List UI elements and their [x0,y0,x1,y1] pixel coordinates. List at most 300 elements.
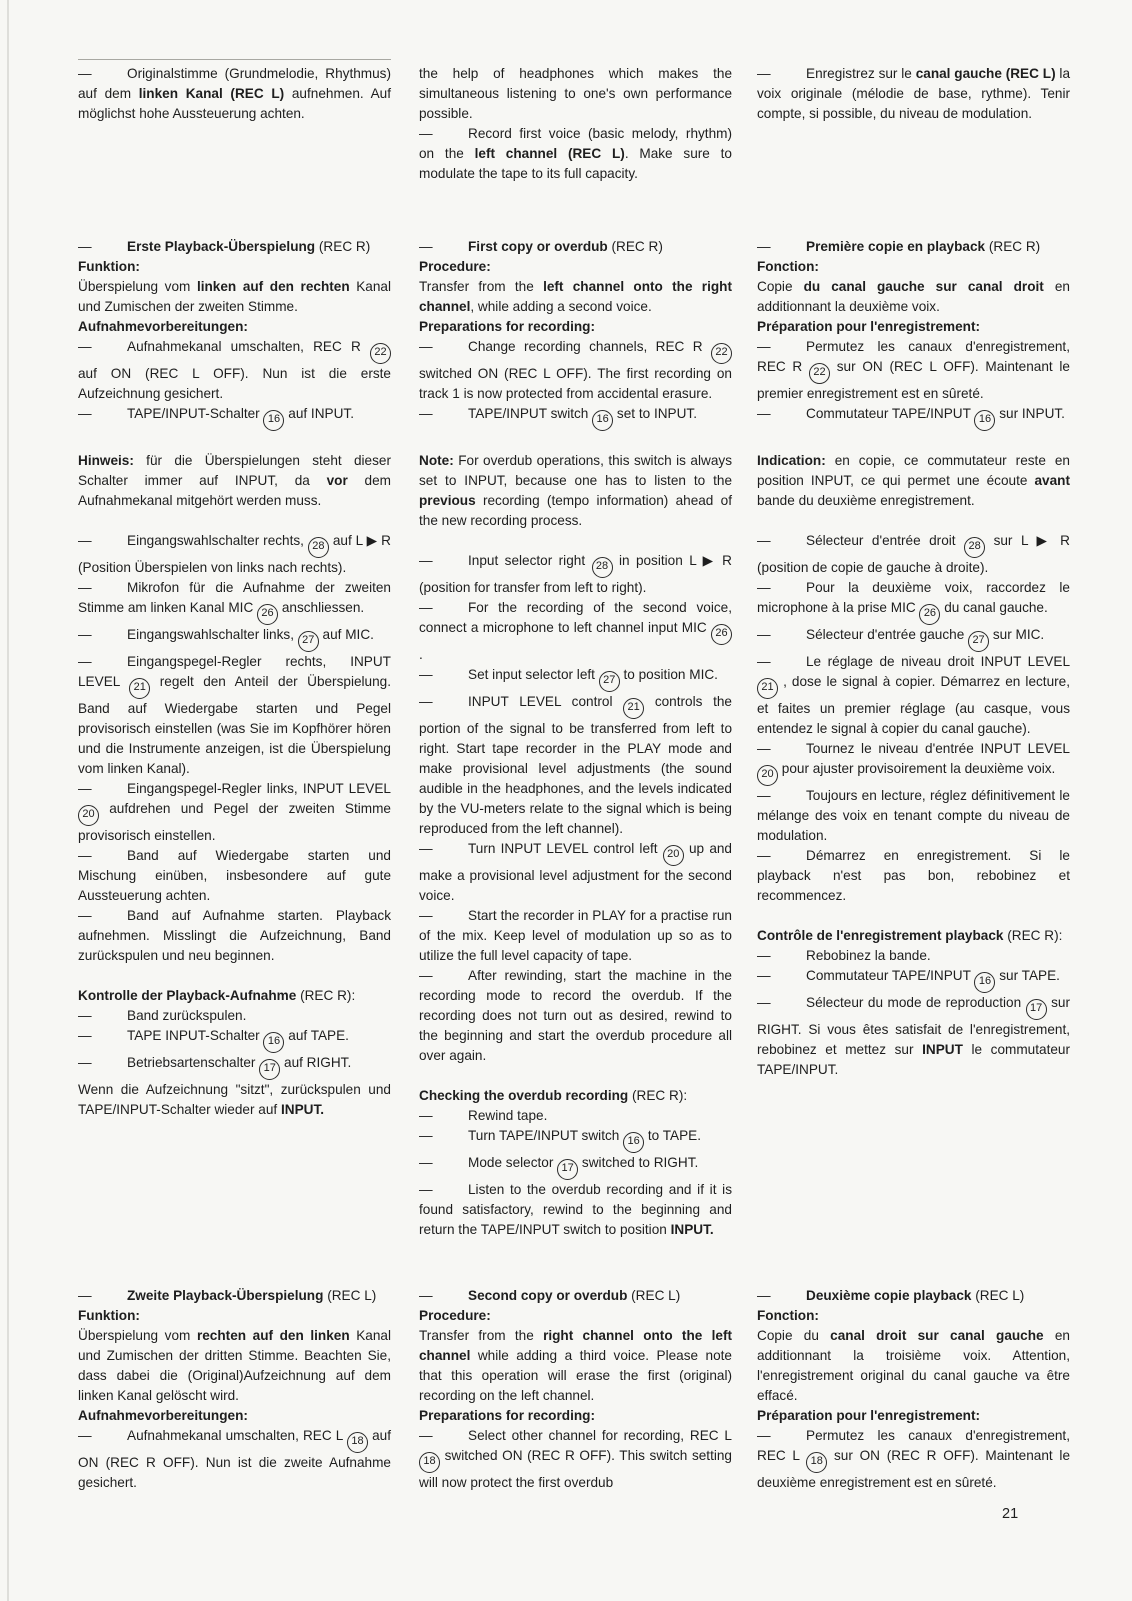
list-item [78,1286,391,1306]
column-french [757,0,1070,1601]
bold-text-run: Première copie en playback [806,239,986,254]
bold-text-run: Preparations for recording: [419,319,595,334]
dash-bullet: — [78,654,92,669]
scan-edge-shadow [7,0,9,1601]
bold-text-run: avant [1034,473,1070,488]
text-run: (REC L) [971,1288,1025,1303]
text-run: (REC R): [628,1088,688,1103]
circled-control-number: 17 [259,1059,280,1080]
text-run: (REC R) [985,239,1041,254]
list-item [419,692,732,839]
text-run: Aufnahmekanal umschalten, REC L [127,1428,347,1443]
dash-bullet: — [757,788,771,803]
dash-bullet: — [419,1108,433,1123]
circled-control-number: 27 [968,631,989,652]
paragraph [757,257,1070,277]
paragraph [78,1306,391,1326]
text-run: aufdrehen und Pegel der zweiten Stimme provisorisch einstellen. [78,801,391,843]
circled-control-number: 18 [419,1452,440,1473]
text-run: Betriebsartenschalter [127,1055,260,1070]
text-run: TAPE/INPUT switch [468,406,593,421]
dash-bullet: — [757,1288,771,1303]
list-item [757,1286,1070,1306]
text-run: auf L ▶ R (Position Überspielen von links nach rechts). [78,533,391,575]
text-run: Permutez les canaux d'enregistrement, REC L [757,1428,1070,1463]
text-run: bande du deuxième enregistrement. [757,493,975,508]
paragraph [419,1306,732,1326]
circled-control-number: 28 [592,557,613,578]
text-run: Pour la deuxième voix, raccordez le microphone à la prise MIC [757,580,1070,615]
paragraph [78,986,391,1006]
text-run: Sélecteur d'entrée gauche [806,627,969,642]
paragraph [78,1080,391,1120]
list-item [419,1153,732,1180]
bold-text-run: du canal gauche sur canal droit [803,279,1044,294]
list-item [757,1426,1070,1493]
text-run: For overdub operations, this switch is always set to INPUT, because one has to listen to the [419,453,732,488]
paragraph [419,1086,732,1106]
text-run: auf INPUT. [284,406,354,421]
dash-bullet: — [757,406,771,421]
dash-bullet: — [78,848,92,863]
bold-text-run: vor [326,473,348,488]
circled-control-number: 21 [129,678,150,699]
bold-text-run: left channel onto the right channel [419,279,732,314]
text-run: For the recording of the second voice, connect a microphone to left channel input MIC [419,600,732,635]
paragraph [419,277,732,317]
bold-text-run: Indication: [757,453,826,468]
list-item [78,404,391,431]
text-run: regelt den Anteil der Überspielung. Band auf Wiedergabe starten und Pegel provisorisch einstellen (was Sie im Kopfhörer hören und die Instrumente anzeigen, ist die Überspielung vom linken Kanal). [78,674,392,776]
text-run: Start the recorder in PLAY for a practise run of the mix. Keep level of modulation up so as to utilize the full level capacity of tape. [419,908,732,963]
text-run: en additionnant la troisième voix. Attention, l'enregistrement original du canal gauche va être effacé. [757,1328,1070,1403]
text-run: Toujours en lecture, réglez définitivement le mélange des voix en tenant compte du niveau de modulation. [757,788,1070,843]
section-intro-german [78,64,391,124]
bold-text-run: Funktion: [78,1308,140,1323]
text-run: TAPE INPUT-Schalter [127,1028,264,1043]
text-run: für die Überspielungen steht dieser Schalter immer auf INPUT, da [78,453,391,488]
list-item [78,237,391,257]
bold-text-run: linken Kanal (REC L) [138,86,285,101]
bold-text-run: Checking the overdub recording [419,1088,629,1103]
text-run: to TAPE. [644,1128,702,1143]
paragraph [757,1406,1070,1426]
text-run: (REC L) [323,1288,377,1303]
paragraph [757,451,1070,511]
paragraph [419,317,732,337]
circled-control-number: 17 [557,1159,578,1180]
list-item [78,578,391,625]
bold-text-run: INPUT. [280,1102,325,1117]
dash-bullet: — [419,1288,433,1303]
text-run: Change recording channels, REC R [468,339,711,354]
text-run: sur L ▶ R (position de copie de gauche à droite). [757,533,1070,575]
text-run: Eingangspegel-Regler rechts, INPUT LEVEL [78,654,391,689]
text-run: auf MIC. [318,627,374,642]
paragraph [757,1326,1070,1406]
text-run: dem Aufnahmekanal mitgehört werden muss. [78,473,391,508]
bold-text-run: left channel (REC L) [474,146,625,161]
text-run: pour ajuster provisoirement la deuxième voix. [778,761,1056,776]
list-item [78,625,391,652]
dash-bullet: — [757,848,771,863]
list-item [757,846,1070,906]
text-run: Permutez les canaux d'enregistrement, REC R [757,339,1070,374]
text-run: Commutateur TAPE/INPUT [806,406,975,421]
text-run: anschliessen. [278,600,365,615]
dash-bullet: — [419,1128,433,1143]
circled-control-number: 18 [347,1432,368,1453]
section-first-overdub-french [757,237,1070,1080]
list-item [78,1053,391,1080]
circled-control-number: 18 [806,1452,827,1473]
dash-bullet: — [419,667,433,682]
circled-control-number: 27 [298,631,319,652]
list-item [757,993,1070,1080]
list-item [419,665,732,692]
text-run: Démarrez en enregistrement. Si le playback n'est pas bon, rebobinez et recommencez. [757,848,1070,903]
list-item [757,64,1070,124]
text-run: (REC L) [627,1288,681,1303]
text-run: Überspielung vom [78,1328,197,1343]
text-run: Select other channel for recording, REC L [468,1428,732,1443]
text-run: en copie, ce commutateur reste en position INPUT, ce qui permet une écoute [757,453,1070,488]
circled-control-number: 26 [257,604,278,625]
dash-bullet: — [757,995,771,1010]
list-item [78,1426,391,1493]
list-item [757,966,1070,993]
paragraph [757,317,1070,337]
section-intro-english [419,64,732,184]
paragraph [78,1326,391,1406]
column-german [78,0,391,1601]
circled-control-number: 20 [757,765,778,786]
list-item [419,237,732,257]
bold-text-run: Fonction: [757,259,819,274]
text-run: . Make sure to modulate the tape to its full capacity. [419,146,732,181]
list-item [757,946,1070,966]
text-run: Band auf Aufnahme starten. Playback aufnehmen. Misslingt die Aufzeichnung, Band zurückspulen und neu beginnen. [78,908,391,963]
dash-bullet: — [419,339,433,354]
text-run: du canal gauche. [940,600,1048,615]
text-run: la voix originale (mélodie de base, rythme). Tenir compte, si possible, du niveau de modulation. [757,66,1070,121]
dash-bullet: — [78,1055,92,1070]
bold-text-run: Erste Playback-Überspielung [127,239,316,254]
text-run: Rewind tape. [468,1108,548,1123]
text-run: recording (tempo information) ahead of the new recording process. [419,493,732,528]
circled-control-number: 21 [623,698,644,719]
paragraph [419,1406,732,1426]
text-run: auf RIGHT. [280,1055,352,1070]
text-run: Tournez le niveau d'entrée INPUT LEVEL [806,741,1070,756]
bold-text-run: Aufnahmevorbereitungen: [78,1408,248,1423]
circled-control-number: 17 [1026,999,1047,1020]
circled-control-number: 22 [370,343,391,364]
paragraph [419,451,732,531]
list-item [78,1006,391,1026]
section-second-overdub-german [78,1286,391,1493]
text-run: Wenn die Aufzeichnung "sitzt", zurückspulen und TAPE/INPUT-Schalter wieder auf [78,1082,391,1117]
text-run: Originalstimme (Grundmelodie, Rhythmus) auf dem [78,66,391,101]
bold-text-run: Contrôle de l'enregistrement playback [757,928,1004,943]
dash-bullet: — [419,1428,433,1443]
text-run: Commutateur TAPE/INPUT [806,968,975,983]
dash-bullet: — [757,741,771,756]
bold-text-run: Funktion: [78,259,140,274]
dash-bullet: — [78,580,92,595]
bold-text-run: previous [419,493,476,508]
bold-text-run: Hinweis: [78,453,134,468]
text-run: (REC R): [1003,928,1063,943]
text-run: , while adding a second voice. [470,299,652,314]
text-run: in position L ▶ R (position for transfer from left to right). [419,553,732,595]
bold-text-run: Préparation pour l'enregistrement: [757,319,981,334]
paragraph [757,1306,1070,1326]
text-run: INPUT LEVEL control [468,694,624,709]
circled-control-number: 22 [711,343,732,364]
list-item [757,625,1070,652]
text-run: switched ON (REC L OFF). The first recording on track 1 is now protected from accidental erasure. [419,366,732,401]
circled-control-number: 16 [974,972,995,993]
dash-bullet: — [419,239,433,254]
bold-text-run: right channel onto the left channel [419,1328,732,1363]
dash-bullet: — [419,406,433,421]
bold-text-run: canal droit sur canal gauche [830,1328,1044,1343]
text-run: Überspielung vom [78,279,197,294]
text-run: auf ON (REC R OFF). Nun ist die zweite Aufnahme gesichert. [78,1428,391,1490]
dash-bullet: — [78,781,92,796]
bold-text-run: INPUT [922,1042,963,1057]
text-run: set to INPUT. [613,406,697,421]
dash-bullet: — [757,533,771,548]
dash-bullet: — [419,553,433,568]
text-run: Mode selector [468,1155,558,1170]
list-item [78,1026,391,1053]
text-run: Rebobinez la bande. [806,948,931,963]
dash-bullet: — [78,1028,92,1043]
list-item [419,1126,732,1153]
section-first-overdub-german [78,237,391,1120]
text-run: Input selector right [468,553,592,568]
paragraph [419,257,732,277]
list-item [419,839,732,906]
circled-control-number: 16 [592,410,613,431]
text-run: Band auf Wiedergabe starten und Mischung einüben, insbesondere auf gute Aussteuerung achten. [78,848,391,903]
bold-text-run: Kontrolle der Playback-Aufnahme [78,988,297,1003]
dash-bullet: — [757,66,771,81]
text-run: Aufnahmekanal umschalten, REC R [127,339,370,354]
list-item [419,551,732,598]
list-item [419,1106,732,1126]
list-item [78,779,391,846]
text-run: to position MIC. [619,667,718,682]
list-item [419,1286,732,1306]
dash-bullet: — [419,694,433,709]
text-run: sur INPUT. [995,406,1065,421]
paragraph [78,451,391,511]
text-run: Le réglage de niveau droit INPUT LEVEL [806,654,1070,669]
list-item [419,906,732,966]
text-run: Sélecteur du mode de reproduction [806,995,1026,1010]
bold-text-run: INPUT. [670,1222,714,1237]
text-run: Copie [757,279,804,294]
text-run: Transfer from the [419,279,544,294]
circled-control-number: 28 [308,537,329,558]
text-run: Turn INPUT LEVEL control left [468,841,663,856]
text-run: Copie du [757,1328,831,1343]
text-run: Sélecteur d'entrée droit [806,533,965,548]
text-run: auf TAPE. [284,1028,349,1043]
text-run: sur ON (REC R OFF). Maintenant le deuxième enregistrement est en sûreté. [757,1448,1070,1490]
circled-control-number: 28 [964,537,985,558]
text-run: Set input selector left [468,667,599,682]
text-run: up and make a provisional level adjustment for the second voice. [419,841,732,903]
bold-text-run: Preparations for recording: [419,1408,595,1423]
text-run: en additionnant la deuxième voix. [757,279,1070,314]
dash-bullet: — [757,968,771,983]
bold-text-run: Deuxième copie playback [806,1288,972,1303]
list-item [78,337,391,404]
list-item [757,404,1070,431]
paragraph [757,926,1070,946]
list-item [757,578,1070,625]
dash-bullet: — [78,1288,92,1303]
paragraph [419,64,732,124]
text-run: the help of headphones which makes the simultaneous listening to one's own performance possible. [419,66,732,121]
text-run: switched to RIGHT. [578,1155,699,1170]
circled-control-number: 16 [263,1032,284,1053]
text-run: Kanal und Zumischen der dritten Stimme. Beachten Sie, dass dabei die (Original)Aufzeichnung auf dem linken Kanal gelöscht wird. [78,1328,392,1403]
bold-text-run: Second copy or overdub [468,1288,628,1303]
bold-text-run: Fonction: [757,1308,819,1323]
text-run: sur RIGHT. Si vous êtes satisfait de l'enregistrement, rebobinez et mettez sur [757,995,1070,1057]
text-run: Eingangswahlschalter links, [127,627,298,642]
text-run: (REC R) [607,239,663,254]
text-run: Record first voice (basic melody, rhythm) on the [419,126,732,161]
circled-control-number: 22 [809,363,830,384]
dash-bullet: — [419,600,433,615]
section-intro-french [757,64,1070,124]
list-item [78,652,391,779]
list-item [78,531,391,578]
dash-bullet: — [78,908,92,923]
circled-control-number: 16 [263,410,284,431]
text-run: aufnehmen. Auf möglichst hohe Aussteuerung achten. [78,86,392,121]
paragraph [757,277,1070,317]
list-item [78,906,391,966]
bold-text-run: Aufnahmevorbereitungen: [78,319,248,334]
section-first-overdub-english [419,237,732,1240]
dash-bullet: — [419,1182,433,1197]
list-item [757,337,1070,404]
list-item [78,64,391,124]
dash-bullet: — [757,239,771,254]
paragraph [78,1406,391,1426]
dash-bullet: — [757,948,771,963]
text-run: (REC R) [315,239,371,254]
circled-control-number: 27 [599,671,620,692]
dash-bullet: — [78,627,92,642]
bold-text-run: Procedure: [419,1308,491,1323]
column-english [419,0,732,1601]
text-run: Kanal und Zumischen der zweiten Stimme. [78,279,392,314]
dash-bullet: — [78,239,92,254]
text-run: Eingangswahlschalter rechts, [127,533,308,548]
page-number: 21 [1002,1506,1019,1522]
text-run: le commutateur TAPE/INPUT. [757,1042,1070,1077]
text-run: Eingangspegel-Regler links, INPUT LEVEL [127,781,391,796]
text-run: Mikrofon für die Aufnahme der zweiten Stimme am linken Kanal MIC [78,580,391,615]
dash-bullet: — [419,126,433,141]
text-run: Listen to the overdub recording and if it is found satisfactory, rewind to the beginning and return the TAPE/INPUT switch to position [419,1182,732,1237]
text-run: , dose le signal à copier. Démarrez en lecture, et faites un premier réglage (au casque, vous entendez le signal à copier du canal gauche). [757,674,1070,736]
list-item [78,846,391,906]
list-item [419,1180,732,1240]
circled-control-number: 20 [663,845,684,866]
dash-bullet: — [757,580,771,595]
circled-control-number: 26 [919,604,940,625]
paragraph [78,277,391,317]
text-run: Band zurückspulen. [127,1008,247,1023]
text-run: (REC R): [296,988,356,1003]
text-run: while adding a third voice. Please note that this operation will erase the first (original) recording on the left channel. [419,1348,732,1403]
bold-text-run: Zweite Playback-Überspielung [127,1288,324,1303]
list-item [757,652,1070,739]
bold-text-run: canal gauche (REC L) [915,66,1056,81]
list-item [419,124,732,184]
text-run: sur MIC. [989,627,1045,642]
dash-bullet: — [419,968,433,983]
bold-text-run: linken auf den rechten [196,279,350,294]
text-run: Transfer from the [419,1328,544,1343]
circled-control-number: 26 [711,624,732,645]
dash-bullet: — [78,533,92,548]
bold-text-run: Préparation pour l'enregistrement: [757,1408,981,1423]
dash-bullet: — [78,66,92,81]
text-run: After rewinding, start the machine in the recording mode to record the overdub. If the recording does not turn out as desired, rewind to the beginning and start the overdub procedure all over again. [419,968,732,1063]
text-run: auf ON (REC L OFF). Nun ist die erste Aufzeichnung gesichert. [78,366,391,401]
text-run: Enregistrez sur le [806,66,916,81]
list-item [419,404,732,431]
circled-control-number: 21 [757,678,778,699]
list-item [419,337,732,404]
dash-bullet: — [419,908,433,923]
dash-bullet: — [419,1155,433,1170]
section-second-overdub-english [419,1286,732,1493]
dash-bullet: — [757,654,771,669]
bold-text-run: Procedure: [419,259,491,274]
text-run: TAPE/INPUT-Schalter [127,406,264,421]
paragraph [78,317,391,337]
list-item [419,598,732,665]
dash-bullet: — [757,627,771,642]
list-item [757,739,1070,786]
dash-bullet: — [757,1428,771,1443]
dash-bullet: — [419,841,433,856]
dash-bullet: — [757,339,771,354]
dash-bullet: — [78,1428,92,1443]
circled-control-number: 16 [974,410,995,431]
dash-bullet: — [78,406,92,421]
section-second-overdub-french [757,1286,1070,1493]
dash-bullet: — [78,339,92,354]
text-run: Turn TAPE/INPUT switch [468,1128,624,1143]
dash-bullet: — [78,1008,92,1023]
list-item [757,237,1070,257]
circled-control-number: 16 [623,1132,644,1153]
list-item [757,531,1070,578]
text-run: controls the portion of the signal to be transferred from left to right. Start tape recorder in the PLAY mode and make provisional level adjustments (the sound audible in the headphones, and the levels indicated by the VU-meters relate to the signal which is being reproduced from the left channel). [419,694,732,836]
